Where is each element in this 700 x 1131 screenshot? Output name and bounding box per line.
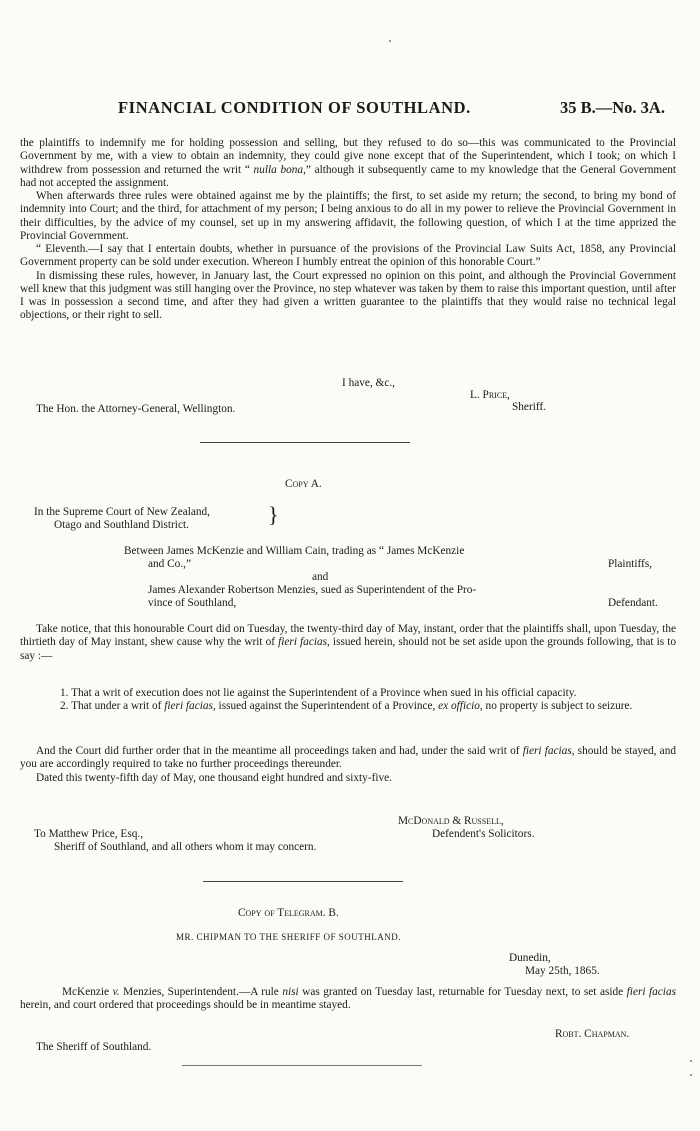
notice-body xyxy=(20,623,676,663)
telegram-place: Dunedin, xyxy=(509,952,551,964)
signature-title: Sheriff. xyxy=(512,401,546,413)
signature-name: L. Price, xyxy=(470,389,510,401)
ground-item: 1. That a writ of execution does not lie against the Superintendent of a Province when sued in his official capacity. xyxy=(60,687,577,699)
and-label: and xyxy=(312,571,329,583)
telegram-paragraph: McKenzie v. Menzies, Superintendent.—A rule nisi was granted on Tuesday last, returnable for Tuesday next, to set aside fieri facias herein, and court ordered that proceedings should be in meantime stayed. xyxy=(20,986,676,1012)
section-heading-copy-a: Copy A. xyxy=(285,478,322,490)
court-district: Otago and Southland District. xyxy=(54,519,189,531)
page-reference: 35 B.—No. 3A. xyxy=(560,98,665,117)
section-heading-copy-b: Copy of Telegram. B. xyxy=(238,907,339,919)
parties-between-cont: and Co.,” xyxy=(148,558,191,570)
letter-paragraph: the plaintiffs to indemnify me for holding possession and selling, but they refused to do so—this was communicated to the Provincial Government by me, with a view to obtain an indemnity, they could give none except that of the Superintendent, which I took; on which I withdrew from possession and returned the writ “ nulla bona,” although it subsequently came to my knowledge that the General Government had not accepted the assignment. xyxy=(20,137,676,189)
page-mark xyxy=(690,1074,692,1076)
letter-closing: I have, &c., xyxy=(342,377,396,389)
recipient-line: To Matthew Price, Esq., xyxy=(34,828,144,840)
solicitors-role: Defendent's Solicitors. xyxy=(432,828,535,840)
section-divider xyxy=(182,1065,422,1066)
telegram-body xyxy=(20,986,676,1013)
letter-paragraph: In dismissing these rules, however, in January last, the Court expressed no opinion on this point, and although the Provincial Government well knew that this judgment was still hanging over the Province, no step whatever was taken by them to raise this important question, until after I was in possession a second time, and after they had given a written guarantee to the plaintiffs that they would raise no technical legal objections, or their right to sell. xyxy=(20,269,676,322)
parties-between: Between James McKenzie and William Cain, trading as “ James McKenzie xyxy=(124,545,465,557)
defendant-label: Defendant. xyxy=(608,597,658,609)
ground-item: 2. That under a writ of fieri facias, issued against the Superintendent of a Province, ex officio, no property is subject to seizure. xyxy=(60,700,633,713)
letter-body xyxy=(20,137,676,323)
section-divider xyxy=(203,881,403,882)
solicitors-name: McDonald & Russell, xyxy=(398,815,504,827)
court-name: In the Supreme Court of New Zealand, xyxy=(34,506,210,518)
plaintiffs-label: Plaintiffs, xyxy=(608,558,653,570)
recipient-line: Sheriff of Southland, and all others whom it may concern. xyxy=(54,841,317,853)
telegram-date: May 25th, 1865. xyxy=(525,965,600,977)
order-paragraph: And the Court did further order that in the meantime all proceedings taken and had, under the said writ of fieri facias, should be stayed, and you are accordingly required to take no further proceedings thereunder. xyxy=(20,745,676,771)
dated-line: Dated this twenty-fifth day of May, one thousand eight hundred and sixty-five. xyxy=(36,771,392,784)
brace-mark: } xyxy=(268,502,279,527)
letter-paragraph: When afterwards three rules were obtained against me by the plaintiffs; the first, to set aside my return; the second, to bring my bond of indemnity into Court; and the third, for attachment of my person; I being anxious to do all in my power to relieve the Provincial Government in their difficulties, by the advice of my counsel, set up in my answering affidavit, the following question, of which I at the time apprized the Provincial Government. xyxy=(20,190,676,242)
notice-paragraph: Take notice, that this honourable Court did on Tuesday, the twenty-third day of May, instant, order that the plaintiffs shall, upon Tuesday, the thirtieth day of May instant, shew cause why the writ of fieri facias, issued herein, should not be set aside upon the grounds following, that is to say :— xyxy=(20,623,676,662)
order-body xyxy=(20,745,676,785)
telegram-subheading: MR. CHIPMAN TO THE SHERIFF OF SOUTHLAND. xyxy=(176,932,402,942)
defendant-party-cont: vince of Southland, xyxy=(148,597,237,609)
page-mark xyxy=(389,40,391,42)
page-title: FINANCIAL CONDITION OF SOUTHLAND. xyxy=(118,98,471,117)
section-divider xyxy=(200,442,410,443)
defendant-party: James Alexander Robertson Menzies, sued as Superintendent of the Pro- xyxy=(148,584,477,596)
telegram-addressee: The Sheriff of Southland. xyxy=(36,1041,152,1053)
letter-quote: “ Eleventh.—I say that I entertain doubts, whether in pursuance of the provisions of the Provincial Law Suits Act, 1858, any Provincial Government property can be sold under execution. Whereon I humbly entreat the opinion of this honorable Court.” xyxy=(20,243,676,269)
grounds-list xyxy=(36,687,676,714)
letter-addressee: The Hon. the Attorney-General, Wellington. xyxy=(36,403,236,415)
page-mark xyxy=(690,1060,692,1062)
telegram-signature: Robt. Chapman. xyxy=(555,1028,630,1040)
